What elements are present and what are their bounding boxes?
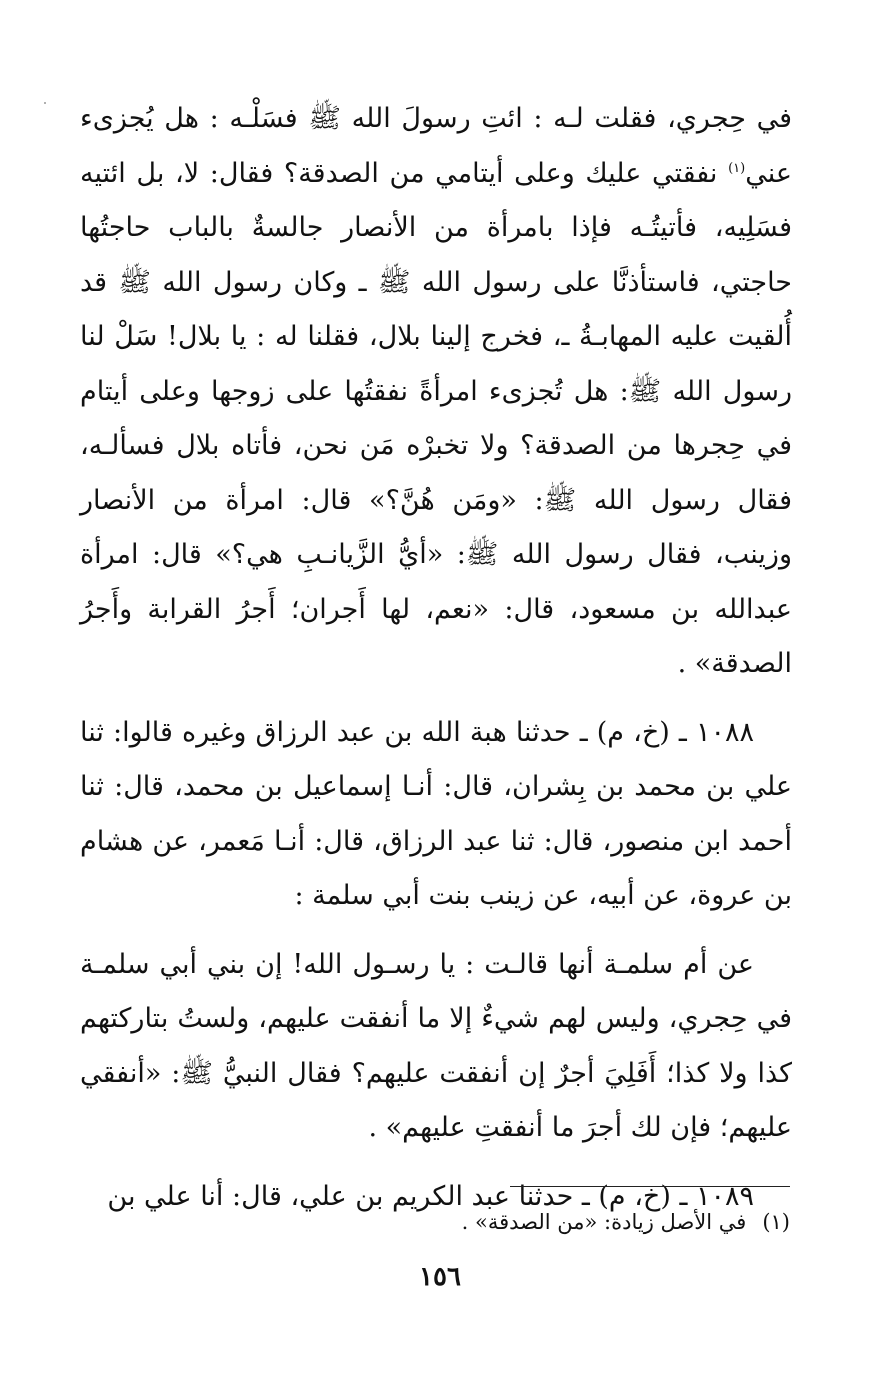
footnote [300,1205,790,1239]
footnote-divider [510,1186,790,1187]
paragraph-hadith-1088: ١٠٨٨ ـ (خ، م) ـ حدثنا هبة الله بن عبد الرزاق وغيره قالوا: ثنا علي بن محمد بن بِشران، قال: أنـا إسماعيل بن محمد، قال: ثنا أحمد ابن منصور، قال: ثنا عبد الرزاق، قال: أنـا مَعمر، عن هشام بن عروة، عن أبيه، عن زينب بنت أبي سلمة : [80,716,792,911]
scan-speck [44,102,46,104]
paragraph-text-start: في حِجري، فقلت لـه : ائتِ رسولَ الله ﷺ فسَلْـه : هل يُجزىء عني [80,103,792,189]
footnote-mark: (١) [762,1210,790,1234]
paragraph-umm-salama: عن أم سلمـة أنها قالـت : يا رسـول الله! إن بني أبي سلمـة في حِجري، وليس لهم شيءٌ إلا ما أنفقت عليهم، ولستُ بتاركتهم كذا ولا كذا؛ أَفَلِيَ أجرٌ إن أنفقت عليهم؟ فقال النبيُّ ﷺ: «أنفقي عليهم؛ فإن لك أجرَ ما أنفقتِ عليهم» . [80,948,792,1143]
paragraph-hadith-1089: ١٠٨٩ ـ (خ، م) ـ حدثنا عبد الكريم بن علي، قال: أنا علي بن [107,1180,754,1212]
page-body [80,92,792,1224]
footnote-reference: (١) [728,160,746,176]
paragraph-text-rest: نفقتي عليك وعلى أيتامي من الصدقة؟ فقال: لا، بل ائتيه فسَلِيه، فأتيتُـه فإذا بامرأة من الأنصار جالسةٌ بالباب حاجتُها حاجتي، فاستأذنَّا على رسول الله ﷺ ـ وكان رسول الله ﷺ قد أُلقيت عليه المهابـةُ ـ، فخرج إلينا بلال، فقلنا له : يا بلال! سَلْ لنا رسول الله ﷺ: هل تُجزىء امرأةً نفقتُها على زوجها وعلى أيتام في حِجرها من الصدقة؟ ولا تخبرْه مَن نحن، فأتاه بلال فسألـه، فقال رسول الله ﷺ: «ومَن هُنَّ؟» قال: امرأة من الأنصار وزينب، فقال رسول الله ﷺ: «أيُّ الزَّيانـبِ هي؟» قال: امرأة عبدالله بن مسعود، قال: «نعم، لها أَجران؛ أَجرُ القرابة وأَجرُ الصدقة» . [80,157,792,679]
footnote-text: في الأصل زيادة: «من الصدقة» . [461,1210,747,1234]
page-number: ١٥٦ [419,1262,461,1292]
paragraph-hadith-zaynab [80,92,792,692]
